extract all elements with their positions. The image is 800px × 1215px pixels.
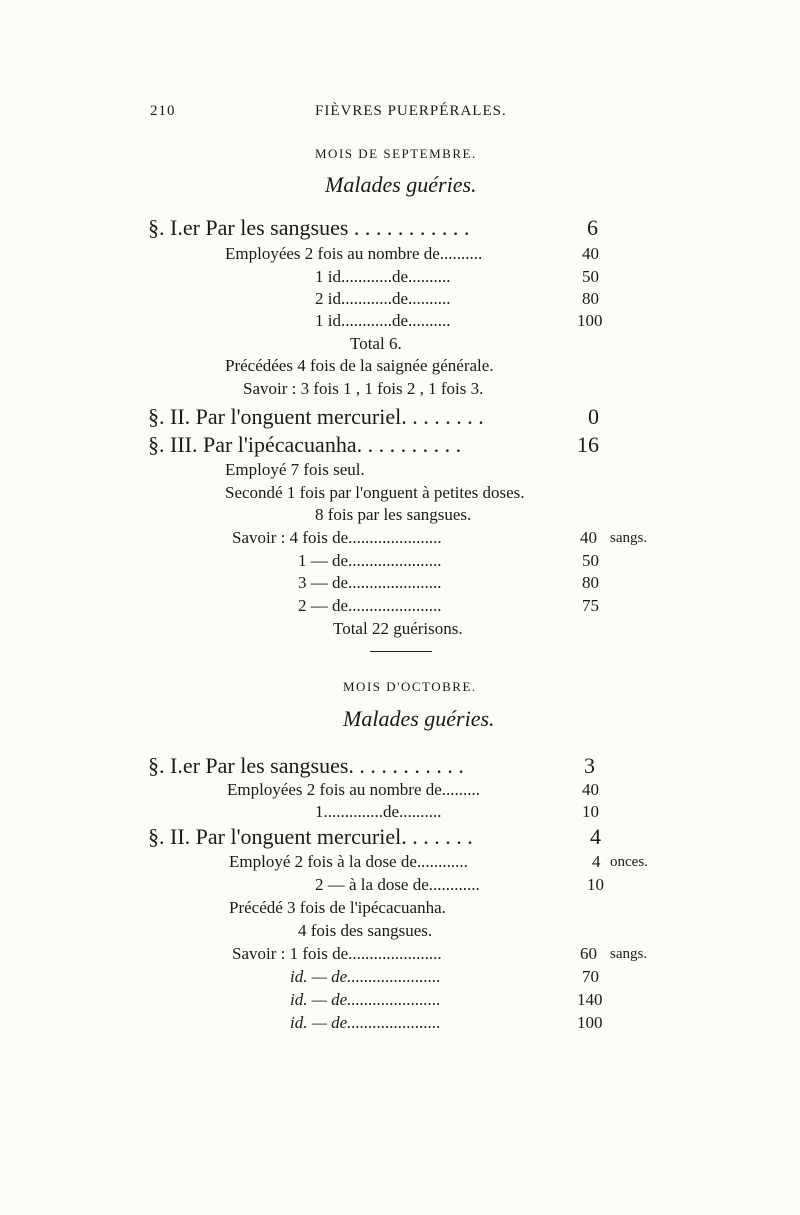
sep-section-2-label: §. II. Par l'onguent mercuriel. . . . . . . . xyxy=(148,404,484,429)
oct-s2-note: Précédé 3 fois de l'ipécacuanha. xyxy=(229,898,446,917)
sep-s3-line: Secondé 1 fois par l'onguent à petites doses. xyxy=(225,483,525,502)
oct-s2-value: 10 xyxy=(587,875,604,894)
sep-s3-savoir-unit: sangs. xyxy=(610,530,648,546)
oct-section-1-value: 3 xyxy=(584,753,595,778)
sep-s1-line: 1 id............de.......... xyxy=(315,267,451,286)
sep-s3-savoir: 1 — de...................... xyxy=(298,551,442,570)
sep-s3-line: Employé 7 fois seul. xyxy=(225,460,365,479)
sep-s1-total: Total 6. xyxy=(350,334,402,353)
sep-s3-savoir-value: 80 xyxy=(582,573,599,592)
sep-section-1-value: 6 xyxy=(587,215,598,240)
sep-s3-savoir-value: 50 xyxy=(582,551,599,570)
oct-s2-savoir: id. — de...................... xyxy=(290,1013,441,1032)
sep-s1-value: 80 xyxy=(582,289,599,308)
oct-s2-value: 4 xyxy=(592,852,601,871)
oct-s2-savoir: id. — de...................... xyxy=(290,990,441,1009)
running-title: FIÈVRES PUERPÉRALES. xyxy=(315,103,507,119)
sep-s1-note: Précédées 4 fois de la saignée générale. xyxy=(225,356,494,375)
sep-section-3-label: §. III. Par l'ipécacuanha. . . . . . . . . . xyxy=(148,432,462,457)
sep-s3-total: Total 22 guérisons. xyxy=(333,619,463,638)
oct-section-1-label: §. I.er Par les sangsues. . . . . . . . . . . xyxy=(148,753,464,778)
oct-section-2-value: 4 xyxy=(590,824,601,849)
sep-s1-line: 1 id............de.......... xyxy=(315,311,451,330)
oct-s2-savoir-value: 60 xyxy=(580,944,597,963)
oct-s2-savoir: Savoir : 1 fois de...................... xyxy=(232,944,442,963)
oct-section-2-label: §. II. Par l'onguent mercuriel. . . . . . . xyxy=(148,824,473,849)
sep-s3-line: 8 fois par les sangsues. xyxy=(315,505,472,524)
oct-s1-value: 10 xyxy=(582,802,599,821)
sep-s1-value: 50 xyxy=(582,267,599,286)
oct-s2-savoir-value: 70 xyxy=(582,967,599,986)
sep-s1-value: 40 xyxy=(582,244,599,263)
page-number: 210 xyxy=(150,103,176,119)
oct-s2-savoir: id. — de...................... xyxy=(290,967,441,986)
sep-s3-savoir: Savoir : 4 fois de...................... xyxy=(232,528,442,547)
sep-section-2-value: 0 xyxy=(588,404,599,429)
oct-s2-line: Employé 2 fois à la dose de............ xyxy=(229,852,468,871)
sep-s3-savoir-value: 40 xyxy=(580,528,597,547)
sep-section-1-label: §. I.er Par les sangsues . . . . . . . . . . . xyxy=(148,215,470,240)
sep-s3-savoir: 2 — de...................... xyxy=(298,596,442,615)
sep-s1-line: Employées 2 fois au nombre de.......... xyxy=(225,244,483,263)
october-subtitle: Malades guéries. xyxy=(343,706,495,731)
september-heading: MOIS DE SEPTEMBRE. xyxy=(315,146,477,161)
oct-s2-savoir-value: 100 xyxy=(577,1013,603,1032)
sep-s1-line: 2 id............de.......... xyxy=(315,289,451,308)
sep-section-3-value: 16 xyxy=(577,432,599,457)
october-heading: MOIS D'OCTOBRE. xyxy=(343,679,477,694)
oct-s2-unit: onces. xyxy=(610,854,648,870)
oct-s2-savoir-value: 140 xyxy=(577,990,603,1009)
oct-s1-value: 40 xyxy=(582,780,599,799)
sep-s3-savoir-value: 75 xyxy=(582,596,599,615)
september-subtitle: Malades guéries. xyxy=(325,172,477,197)
sep-s1-value: 100 xyxy=(577,311,603,330)
oct-s2-savoir-unit: sangs. xyxy=(610,946,648,962)
sep-s1-note: Savoir : 3 fois 1 , 1 fois 2 , 1 fois 3. xyxy=(243,379,484,398)
oct-s2-line: 2 — à la dose de............ xyxy=(315,875,480,894)
oct-s2-note: 4 fois des sangsues. xyxy=(298,921,433,940)
section-divider xyxy=(370,651,432,652)
oct-s1-line: 1..............de.......... xyxy=(315,802,442,821)
oct-s1-line: Employées 2 fois au nombre de......... xyxy=(227,780,481,799)
sep-s3-savoir: 3 — de...................... xyxy=(298,573,442,592)
